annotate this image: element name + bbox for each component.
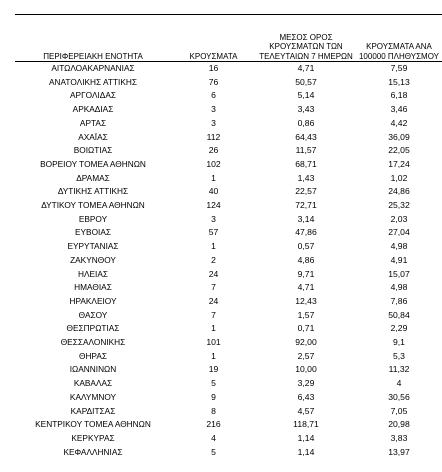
cell-per100k: 15,07 [388, 268, 410, 279]
cell-avg7: 2,57 [297, 350, 315, 361]
cell-avg7: 1,14 [297, 432, 315, 443]
cell-cases: 9 [211, 391, 216, 402]
cell-avg7: 118,71 [293, 419, 319, 430]
cell-avg7: 5,14 [297, 90, 315, 101]
cell-avg7: 12,43 [295, 295, 317, 306]
cell-cases: 8 [211, 405, 216, 416]
cell-cases: 5 [211, 378, 216, 389]
cell-region: ΘΗΡΑΣ [78, 350, 108, 361]
cell-avg7: 3,43 [297, 104, 315, 115]
cell-region: ΚΕΡΚΥΡΑΣ [71, 432, 115, 443]
cell-cases: 1 [211, 172, 216, 183]
table-row [15, 158, 442, 172]
header-region: ΠΕΡΙΦΕΡΕΙΑΚΗ ΕΝΟΤΗΤΑ [43, 51, 143, 61]
cell-cases: 2 [211, 254, 216, 265]
cell-cases: 101 [206, 337, 221, 348]
cell-region: ΑΡΤΑΣ [79, 117, 107, 128]
cell-cases: 5 [211, 446, 216, 457]
table-row [15, 309, 442, 323]
table-header [15, 20, 442, 62]
table-row [15, 405, 442, 419]
cell-region: ΕΥΒΟΙΑΣ [74, 227, 112, 238]
cell-cases: 19 [208, 364, 219, 375]
cell-avg7: 68,71 [295, 158, 317, 169]
cell-avg7: 6,43 [297, 391, 315, 402]
cell-per100k: 3,83 [390, 432, 408, 443]
table-row [15, 185, 442, 199]
cell-per100k: 3,46 [390, 104, 408, 115]
table-row [15, 240, 442, 254]
table-row [15, 322, 442, 336]
cell-region: ΗΜΑΘΙΑΣ [74, 282, 112, 293]
cell-region: ΙΩΑΝΝΙΝΩΝ [69, 364, 117, 375]
header-cases: ΚΡΟΥΣΜΑΤΑ [189, 51, 238, 61]
table-row [15, 281, 442, 295]
cell-per100k: 17,24 [388, 158, 410, 169]
table-row [15, 336, 442, 350]
cell-per100k: 24,86 [388, 186, 410, 197]
table-row [15, 144, 442, 158]
cell-per100k: 25,32 [388, 200, 410, 211]
cell-per100k: 7,05 [390, 405, 408, 416]
table-row [15, 268, 442, 282]
table-row [15, 418, 442, 432]
cell-avg7: 1,43 [297, 172, 315, 183]
table-row [15, 76, 442, 90]
cell-avg7: 11,57 [295, 145, 317, 156]
top-rule [15, 14, 442, 15]
cell-per100k: 20,98 [388, 419, 410, 430]
header-per100k: ΚΡΟΥΣΜΑΤΑ ΑΝΑ 100000 ΠΛΗΘΥΣΜΟΥ [358, 42, 440, 61]
cell-cases: 216 [206, 419, 221, 430]
cell-region: ΘΕΣΠΡΩΤΙΑΣ [66, 323, 120, 334]
table-row [15, 172, 442, 186]
cell-avg7: 4,86 [297, 254, 315, 265]
cell-cases: 3 [211, 117, 216, 128]
cell-per100k: 2,03 [390, 213, 408, 224]
cell-avg7: 22,57 [295, 186, 317, 197]
cell-region: ΚΕΦΑΛΛΗΝΙΑΣ [63, 446, 123, 457]
cell-region: ΑΧΑΪΑΣ [78, 131, 108, 142]
cell-region: ΑΡΚΑΔΙΑΣ [72, 104, 114, 115]
table-row [15, 103, 442, 117]
cell-avg7: 4,71 [297, 282, 315, 293]
cell-avg7: 1,57 [297, 309, 315, 320]
cell-avg7: 1,14 [297, 446, 315, 457]
cell-cases: 40 [208, 186, 219, 197]
cell-per100k: 27,04 [388, 227, 410, 238]
table-row [15, 213, 442, 227]
cell-avg7: 9,71 [297, 268, 315, 279]
cell-avg7: 4,71 [297, 63, 315, 73]
cell-cases: 16 [208, 63, 219, 73]
cell-per100k: 22,05 [388, 145, 410, 156]
cell-cases: 7 [211, 282, 216, 293]
cell-cases: 1 [211, 323, 216, 334]
cell-region: ΕΥΡΥΤΑΝΙΑΣ [67, 241, 119, 252]
cell-per100k: 4,91 [390, 254, 408, 265]
cell-per100k: 4 [396, 378, 402, 389]
table-body [15, 62, 442, 459]
cell-cases: 1 [211, 350, 216, 361]
table-row [15, 62, 442, 76]
cell-per100k: 30,56 [388, 391, 410, 402]
cell-region: ΚΑΡΔΙΤΣΑΣ [70, 405, 116, 416]
table-row [15, 117, 442, 131]
cell-cases: 102 [206, 158, 221, 169]
cell-avg7: 4,57 [297, 405, 315, 416]
cell-cases: 124 [206, 200, 221, 211]
cell-per100k: 9,1 [393, 337, 405, 348]
table-row [15, 131, 442, 145]
cell-per100k: 5,3 [393, 350, 405, 361]
cell-per100k: 36,09 [388, 131, 410, 142]
cell-region: ΑΙΤΩΛΟΑΚΑΡΝΑΝΙΑΣ [51, 63, 135, 73]
cell-cases: 7 [211, 309, 216, 320]
cell-region: ΗΡΑΚΛΕΙΟΥ [69, 295, 117, 306]
cases-table [15, 20, 442, 459]
cell-region: ΔΥΤΙΚΗΣ ΑΤΤΙΚΗΣ [57, 186, 129, 197]
cell-cases: 24 [208, 295, 219, 306]
table-row [15, 254, 442, 268]
cell-region: ΖΑΚΥΝΘΟΥ [70, 254, 116, 265]
cell-cases: 3 [211, 104, 216, 115]
cell-avg7: 3,14 [297, 213, 315, 224]
cell-cases: 3 [211, 213, 216, 224]
cell-per100k: 2,29 [390, 323, 408, 334]
cell-region: ΘΑΣΟΥ [78, 309, 108, 320]
table-row [15, 89, 442, 103]
cell-avg7: 92,00 [295, 337, 317, 348]
cell-region: ΚΑΛΥΜΝΟΥ [69, 391, 117, 402]
cell-avg7: 0,71 [297, 323, 315, 334]
cell-per100k: 4,98 [390, 282, 408, 293]
table-row [15, 199, 442, 213]
table-row [15, 391, 442, 405]
cell-region: ΕΒΡΟΥ [78, 213, 108, 224]
cell-per100k: 7,59 [390, 63, 408, 73]
cell-region: ΒΟΡΕΙΟΥ ΤΟΜΕΑ ΑΘΗΝΩΝ [40, 158, 146, 169]
table-row [15, 446, 442, 460]
cell-region: ΑΡΓΟΛΙΔΑΣ [70, 90, 116, 101]
cell-per100k: 4,98 [390, 241, 408, 252]
cell-cases: 26 [208, 145, 219, 156]
cell-avg7: 47,86 [295, 227, 317, 238]
table-row [15, 226, 442, 240]
cell-avg7: 0,57 [297, 241, 315, 252]
table-row [15, 363, 442, 377]
cell-region: ΘΕΣΣΑΛΟΝΙΚΗΣ [60, 337, 126, 348]
cell-cases: 6 [211, 90, 216, 101]
cell-per100k: 50,84 [388, 309, 410, 320]
cell-per100k: 6,18 [390, 90, 408, 101]
cell-avg7: 10,00 [295, 364, 317, 375]
cell-region: ΚΑΒΑΛΑΣ [73, 378, 113, 389]
cell-per100k: 4,42 [390, 117, 408, 128]
table-row [15, 432, 442, 446]
cell-cases: 1 [211, 241, 216, 252]
cell-avg7: 3,29 [297, 378, 315, 389]
cell-per100k: 7,86 [390, 295, 408, 306]
cell-cases: 24 [208, 268, 219, 279]
table-row [15, 350, 442, 364]
cell-region: ΔΥΤΙΚΟΥ ΤΟΜΕΑ ΑΘΗΝΩΝ [41, 200, 145, 211]
cell-per100k: 15,13 [388, 76, 410, 87]
cell-per100k: 13,97 [388, 446, 410, 457]
cell-region: ΑΝΑΤΟΛΙΚΗΣ ΑΤΤΙΚΗΣ [48, 76, 138, 87]
cell-avg7: 64,43 [295, 131, 317, 142]
header-avg7: ΜΕΣΟΣ ΟΡΟΣ ΚΡΟΥΣΜΑΤΩΝ ΤΩΝ ΤΕΛΕΥΤΑΙΩΝ 7 ΗΜΕΡΩΝ [259, 32, 353, 61]
cell-region: ΚΕΝΤΡΙΚΟΥ ΤΟΜΕΑ ΑΘΗΝΩΝ [35, 419, 151, 430]
cell-per100k: 1,02 [390, 172, 408, 183]
cell-cases: 76 [208, 76, 219, 87]
table-row [15, 377, 442, 391]
cell-avg7: 72,71 [295, 200, 317, 211]
cell-per100k: 11,32 [388, 364, 410, 375]
cell-region: ΒΟΙΩΤΙΑΣ [73, 145, 113, 156]
cell-avg7: 50,57 [295, 76, 317, 87]
cell-cases: 4 [211, 432, 216, 443]
cell-cases: 112 [206, 131, 221, 142]
cell-region: ΗΛΕΙΑΣ [77, 268, 109, 279]
cell-region: ΔΡΑΜΑΣ [76, 172, 110, 183]
cell-avg7: 0,86 [297, 117, 315, 128]
cell-cases: 57 [208, 227, 219, 238]
table-row [15, 295, 442, 309]
